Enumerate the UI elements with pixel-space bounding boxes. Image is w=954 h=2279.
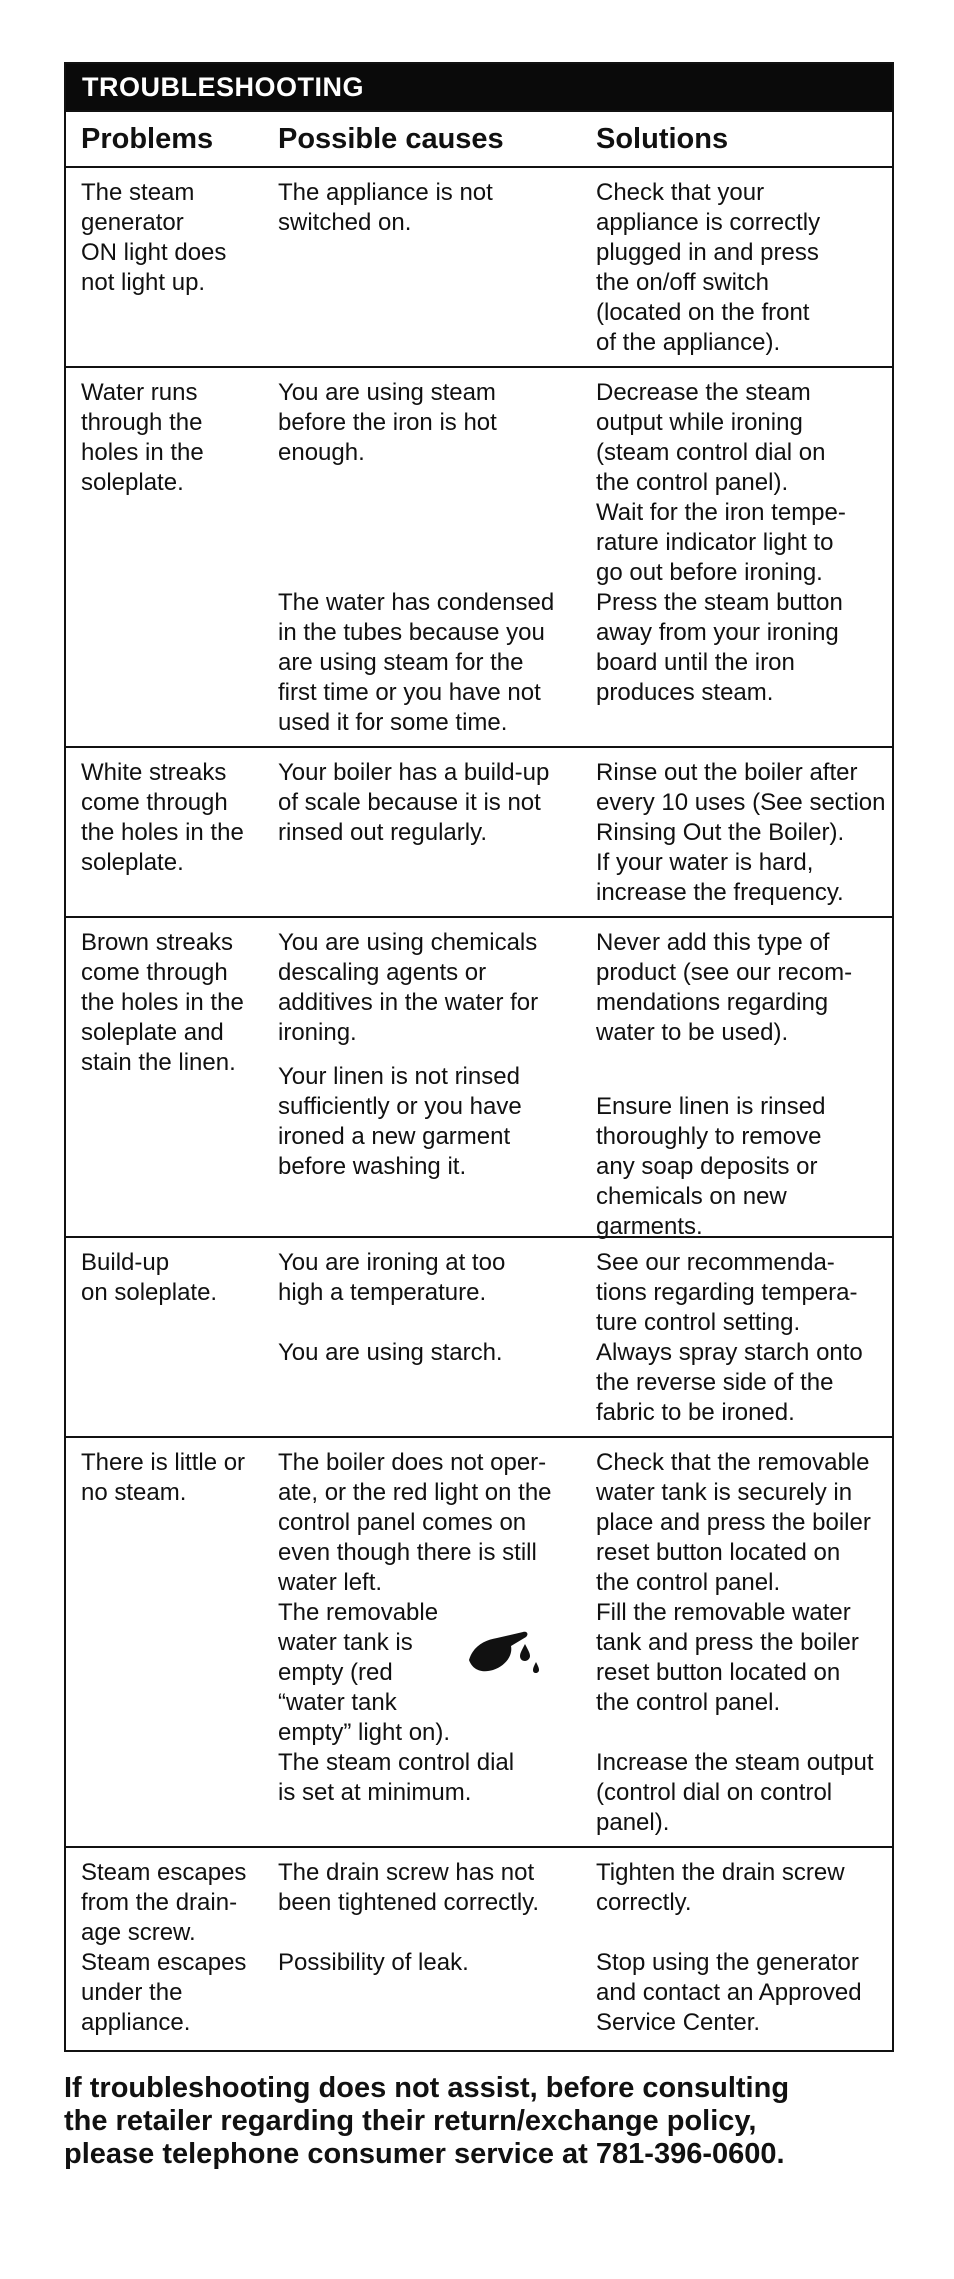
solutions-cell [581, 1238, 892, 1436]
cause-text: Your boiler has a build-up of scale because it is not rinsed out regularly. [278, 759, 550, 846]
solutions-cell [581, 748, 892, 916]
causes-cell [263, 1238, 581, 1436]
causes-cell [263, 1438, 581, 1846]
solution-text: Rinse out the boiler after every 10 uses (See section Rinsing Out the Boiler). If your water is hard, increase the frequency. [596, 759, 886, 906]
problem-cell: Water runs through the holes in the soleplate. [81, 379, 204, 496]
cause-text: Possibility of leak. [278, 1949, 469, 1976]
footer-line: the retailer regarding their return/exchange policy, [64, 2105, 757, 2137]
problem-cell: Build-up on soleplate. [81, 1249, 218, 1306]
solution-text: Fill the removable water tank and press the boiler reset button located on the control panel. [596, 1599, 859, 1716]
problem-cell: The steam generator ON light does not light up. [81, 179, 227, 296]
cause-text: The drain screw has not been tightened correctly. [278, 1859, 540, 1916]
solution-text: Increase the steam output (control dial on control panel). [596, 1749, 874, 1836]
solution-text: Tighten the drain screw correctly. [596, 1859, 845, 1916]
cause-text: The boiler does not oper- ate, or the red light on the control panel comes on even though there is still water left. [278, 1449, 552, 1596]
table-row [66, 1846, 892, 2050]
solution-text: Always spray starch onto the reverse side of the fabric to be ironed. [596, 1339, 863, 1426]
solution-text: Stop using the generator and contact an Approved Service Center. [596, 1949, 862, 2036]
causes-cell [263, 168, 581, 366]
causes-cell [263, 918, 581, 1250]
solution-text: Never add this type of product (see our recom- mendations regarding water to be used). [596, 929, 853, 1046]
cause-text: You are using steam before the iron is hot enough. [278, 379, 497, 466]
header-causes: Possible causes [278, 122, 504, 155]
solutions-cell [581, 168, 892, 366]
causes-cell [263, 1848, 581, 2050]
header-row [66, 110, 892, 166]
problem-cell: Brown streaks come through the holes in the soleplate and stain the linen. [81, 929, 244, 1076]
footer-line: If troubleshooting does not assist, before consulting [64, 2072, 790, 2104]
table-row [66, 366, 892, 746]
cause-text: The appliance is not switched on. [278, 179, 493, 236]
header-solutions: Solutions [596, 122, 729, 155]
troubleshooting-table [64, 62, 894, 2052]
cause-text: The steam control dial is set at minimum. [278, 1749, 515, 1806]
solution-text: Press the steam button away from your ironing board until the iron produces steam. [596, 589, 843, 706]
problem-cell: Steam escapes from the drain- age screw. Steam escapes under the appliance. [81, 1859, 247, 2036]
cause-text: The removable water tank is empty (red “water tank empty” light on). [278, 1599, 451, 1746]
cause-text: The water has condensed in the tubes because you are using steam for the first time or you have not used it for some time. [278, 589, 555, 736]
causes-cell [263, 748, 581, 916]
solution-text: Check that your appliance is correctly plugged in and press the on/off switch (located on the front of the appliance). [596, 179, 821, 356]
table-row [66, 1436, 892, 1846]
cause-text: Your linen is not rinsed sufficiently or you have ironed a new garment before washing it. [278, 1063, 522, 1180]
cause-text: You are using starch. [278, 1339, 503, 1366]
water-tank-note [278, 1598, 577, 1748]
table-banner: TROUBLESHOOTING [66, 64, 892, 110]
solutions-cell [581, 368, 892, 746]
solutions-cell [581, 1848, 892, 2050]
solutions-cell [581, 918, 892, 1250]
solution-text: See our recommenda- tions regarding tempera- ture control setting. [596, 1249, 858, 1336]
footer-note [64, 2072, 894, 2171]
footer-line: please telephone consumer service at 781-396-0600. [64, 2138, 785, 2170]
table-row [66, 916, 892, 1240]
cause-text: You are ironing at too high a temperature. [278, 1249, 506, 1306]
solution-text: Ensure linen is rinsed thoroughly to remove any soap deposits or chemicals on new garments. [596, 1093, 826, 1240]
table-row [66, 166, 892, 366]
problem-cell: White streaks come through the holes in the soleplate. [81, 759, 244, 876]
cause-text: You are using chemicals descaling agents or additives in the water for ironing. [278, 929, 539, 1046]
water-pour-icon [463, 1616, 543, 1686]
table-row [66, 1236, 892, 1436]
problem-cell: There is little or no steam. [81, 1449, 246, 1506]
solutions-cell [581, 1438, 892, 1846]
table-row [66, 746, 892, 916]
causes-cell [263, 368, 581, 746]
solution-text: Decrease the steam output while ironing (steam control dial on the control panel). Wait for the iron tempe- rature indicator light to go out before ironing. [596, 379, 846, 586]
header-problems: Problems [81, 122, 214, 155]
solution-text: Check that the removable water tank is securely in place and press the boiler reset button located on the control panel. [596, 1449, 871, 1596]
